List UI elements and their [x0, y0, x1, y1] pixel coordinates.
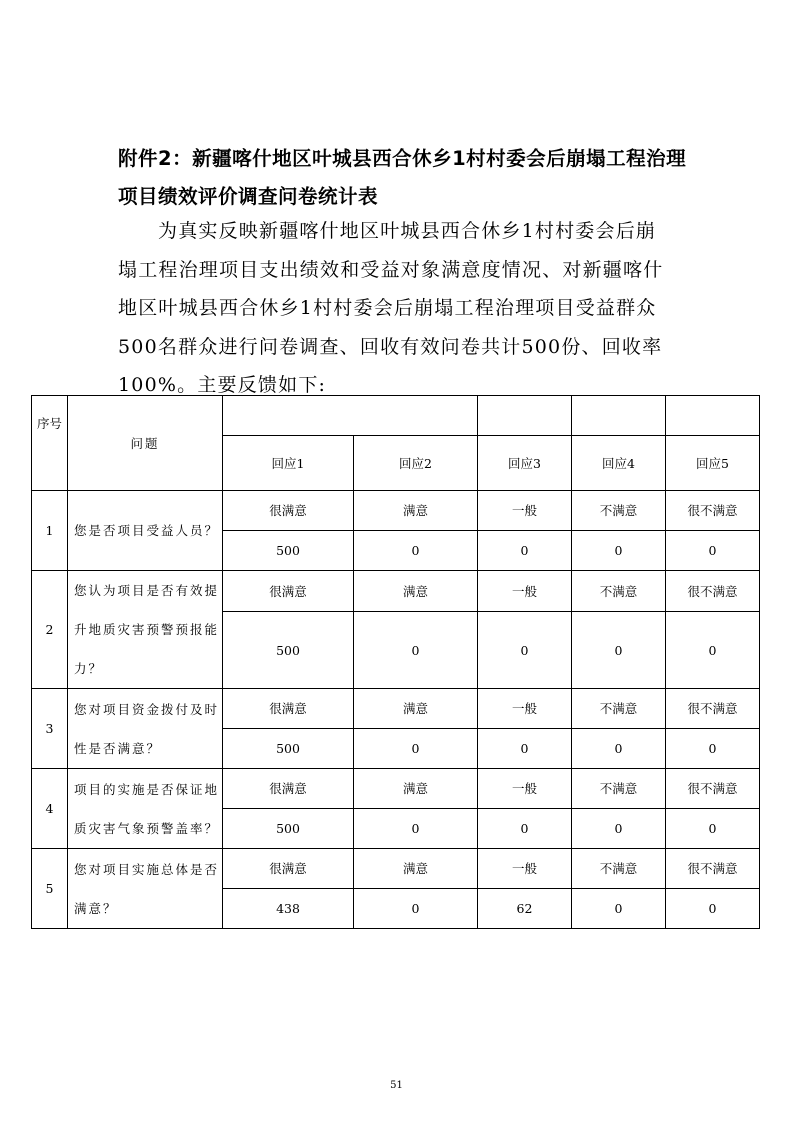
option-cell: 一般: [478, 571, 572, 612]
option-cell: 一般: [478, 849, 572, 889]
count-cell: 0: [478, 531, 572, 571]
count-cell: 0: [572, 729, 666, 769]
count-cell: 0: [666, 889, 760, 929]
count-cell: 0: [354, 889, 478, 929]
count-cell: 0: [354, 809, 478, 849]
option-cell: 不满意: [572, 769, 666, 809]
count-cell: 0: [354, 531, 478, 571]
option-cell: 很不满意: [666, 849, 760, 889]
row-index: 4: [32, 769, 68, 849]
count-cell: 0: [666, 729, 760, 769]
survey-table: [31, 395, 760, 929]
count-cell: 62: [478, 889, 572, 929]
option-cell: 很满意: [223, 571, 354, 612]
intro-paragraph: 为真实反映新疆喀什地区叶城县西合休乡1村村委会后崩塌工程治理项目支出绩效和受益对象满意度情况、对新疆喀什地区叶城县西合休乡1村村委会后崩塌工程治理项目受益群众500名群众进行问卷调查、回收有效问卷共计500份、回收率100%。主要反馈如下:: [118, 220, 664, 396]
option-cell: 很满意: [223, 769, 354, 809]
row-index: 2: [32, 571, 68, 689]
option-cell: 很不满意: [666, 491, 760, 531]
option-cell: 满意: [354, 571, 478, 612]
row-question: 您是否项目受益人员？: [68, 491, 223, 571]
option-cell: 满意: [354, 769, 478, 809]
document-title: 附件2：新疆喀什地区叶城县西合休乡1村村委会后崩塌工程治理项目绩效评价调查问卷统计表: [118, 147, 687, 208]
header-blank: [666, 396, 760, 436]
row-question: 您对项目实施总体是否满意？: [68, 849, 223, 929]
count-cell: 0: [666, 531, 760, 571]
row-index: 3: [32, 689, 68, 769]
header-blank: [223, 396, 478, 436]
option-cell: 很满意: [223, 491, 354, 531]
count-cell: 0: [478, 612, 572, 689]
option-cell: 很不满意: [666, 689, 760, 729]
header-index: 序号: [32, 396, 68, 491]
count-cell: 0: [572, 531, 666, 571]
header-blank: [572, 396, 666, 436]
header-question: 问题: [68, 396, 223, 491]
row-question: 您认为项目是否有效提升地质灾害预警预报能力？: [68, 571, 223, 689]
option-cell: 一般: [478, 769, 572, 809]
header-blank: [478, 396, 572, 436]
option-cell: 一般: [478, 491, 572, 531]
header-response-3: 回应3: [478, 436, 572, 491]
count-cell: 0: [354, 612, 478, 689]
option-cell: 满意: [354, 491, 478, 531]
option-cell: 不满意: [572, 571, 666, 612]
count-cell: 500: [223, 809, 354, 849]
count-cell: 0: [666, 809, 760, 849]
option-cell: 很不满意: [666, 571, 760, 612]
option-cell: 很满意: [223, 689, 354, 729]
count-cell: 500: [223, 612, 354, 689]
count-cell: 500: [223, 531, 354, 571]
row-question: 您对项目资金拨付及时性是否满意？: [68, 689, 223, 769]
row-index: 5: [32, 849, 68, 929]
option-cell: 很满意: [223, 849, 354, 889]
option-cell: 很不满意: [666, 769, 760, 809]
option-cell: 不满意: [572, 849, 666, 889]
count-cell: 0: [354, 729, 478, 769]
count-cell: 0: [572, 809, 666, 849]
option-cell: 不满意: [572, 689, 666, 729]
header-response-2: 回应2: [354, 436, 478, 491]
count-cell: 0: [666, 612, 760, 689]
count-cell: 438: [223, 889, 354, 929]
header-response-5: 回应5: [666, 436, 760, 491]
count-cell: 0: [572, 889, 666, 929]
row-index: 1: [32, 491, 68, 571]
option-cell: 满意: [354, 689, 478, 729]
count-cell: 0: [478, 729, 572, 769]
header-response-1: 回应1: [223, 436, 354, 491]
count-cell: 0: [572, 612, 666, 689]
option-cell: 满意: [354, 849, 478, 889]
option-cell: 不满意: [572, 491, 666, 531]
count-cell: 500: [223, 729, 354, 769]
row-question: 项目的实施是否保证地质灾害气象预警盖率？: [68, 769, 223, 849]
count-cell: 0: [478, 809, 572, 849]
option-cell: 一般: [478, 689, 572, 729]
header-response-4: 回应4: [572, 436, 666, 491]
page-number: 51: [390, 1080, 403, 1091]
